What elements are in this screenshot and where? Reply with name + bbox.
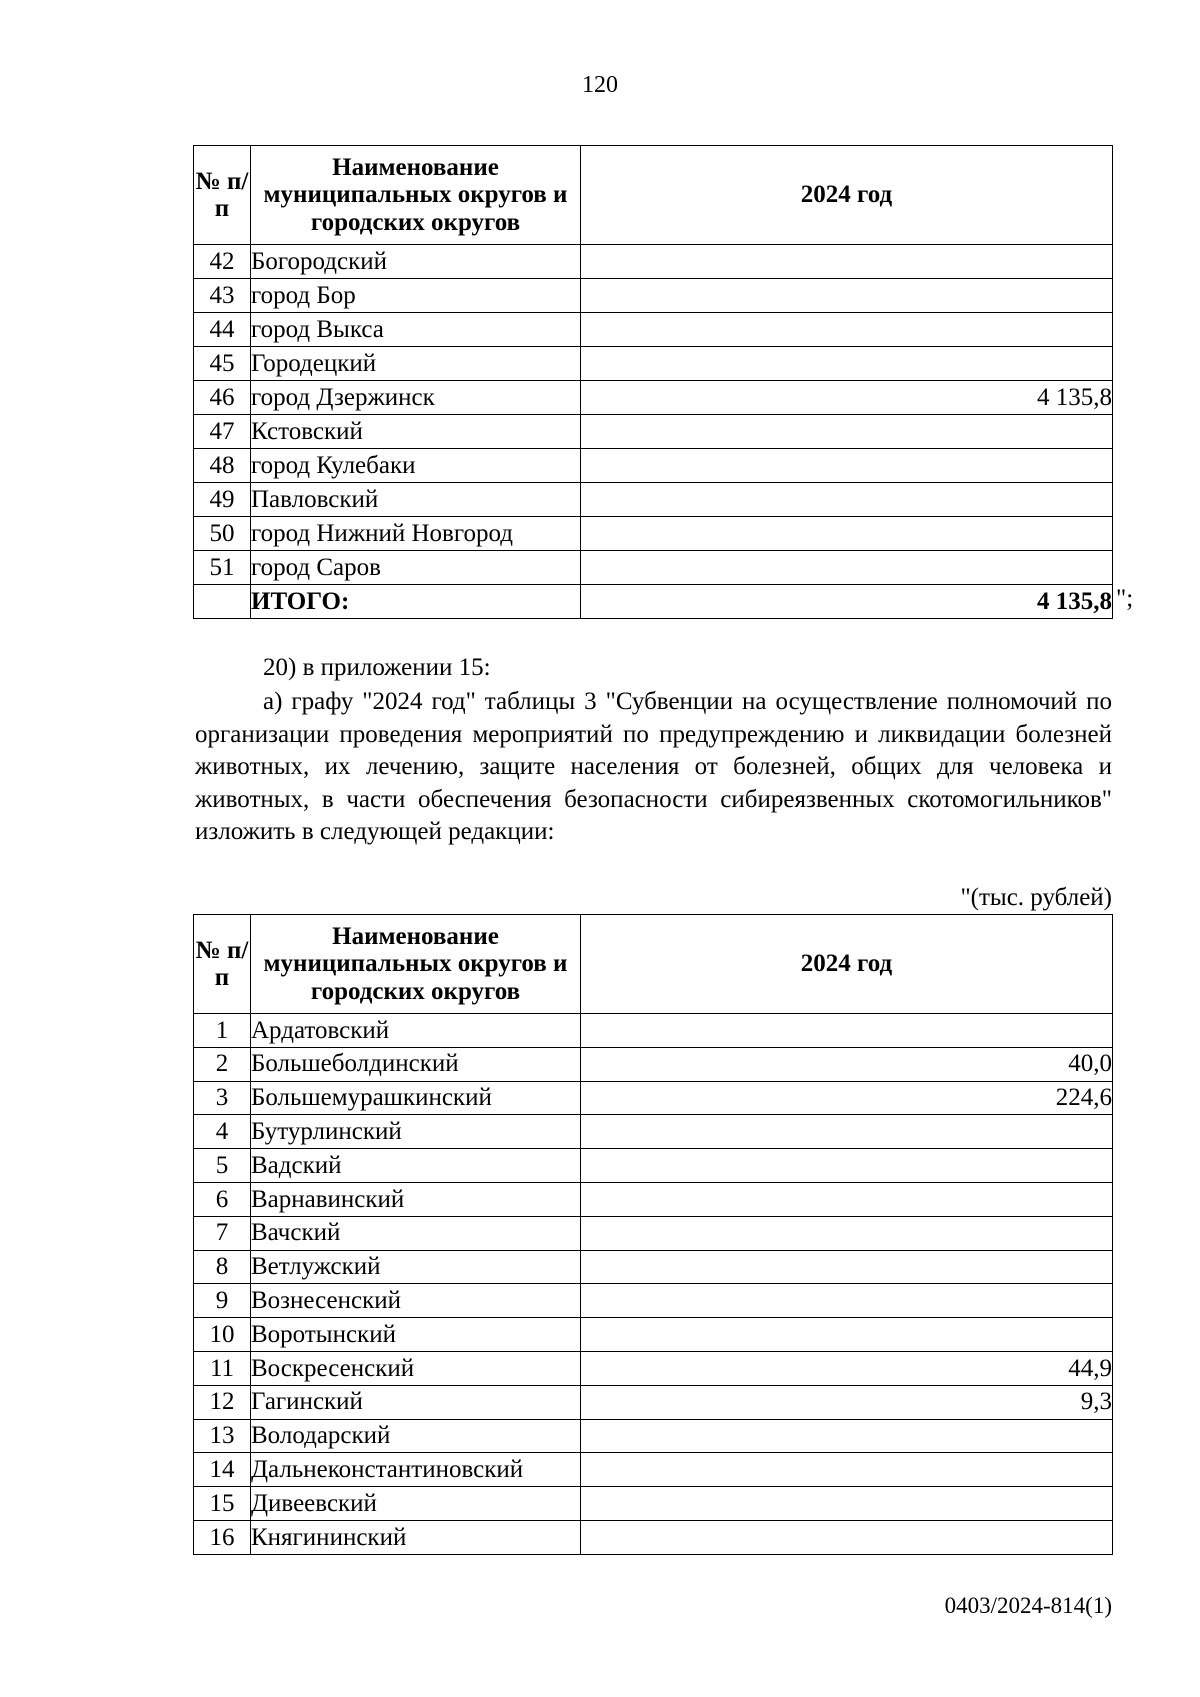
row-number: 50	[194, 517, 251, 551]
row-district-name: Вачский	[251, 1216, 581, 1250]
row-value	[581, 279, 1113, 313]
table-row	[194, 279, 1113, 313]
row-value	[581, 1453, 1113, 1487]
row-number: 7	[194, 1216, 251, 1250]
row-district-name: Воротынский	[251, 1318, 581, 1352]
table-row	[194, 415, 1113, 449]
row-number: 47	[194, 415, 251, 449]
table-row	[194, 1487, 1113, 1521]
row-number: 51	[194, 551, 251, 585]
table-header-row	[194, 146, 1113, 245]
table-row	[194, 347, 1113, 381]
header-number: № п/п	[194, 146, 251, 245]
table-row	[194, 1318, 1113, 1352]
row-district-name: Дивеевский	[251, 1487, 581, 1521]
table-body	[194, 245, 1113, 619]
row-district-name: Бутурлинский	[251, 1115, 581, 1149]
row-value	[581, 1250, 1113, 1284]
row-value	[581, 1520, 1113, 1554]
row-value	[581, 1115, 1113, 1149]
row-value	[581, 1149, 1113, 1183]
row-value	[581, 551, 1113, 585]
total-label: ИТОГО:	[251, 585, 581, 619]
row-value	[581, 415, 1113, 449]
table-row	[194, 1419, 1113, 1453]
table-row	[194, 313, 1113, 347]
row-number: 5	[194, 1149, 251, 1183]
row-number: 46	[194, 381, 251, 415]
page-number: 120	[582, 72, 618, 98]
row-value	[581, 1216, 1113, 1250]
districts-table-2	[193, 914, 1113, 1555]
table-row	[194, 517, 1113, 551]
table-header-row	[194, 915, 1113, 1014]
table-row	[194, 1014, 1113, 1048]
row-value	[581, 245, 1113, 279]
row-district-name: Варнавинский	[251, 1182, 581, 1216]
row-district-name: Городецкий	[251, 347, 581, 381]
row-number: 9	[194, 1284, 251, 1318]
row-number: 48	[194, 449, 251, 483]
table-body	[194, 1014, 1113, 1555]
table-row	[194, 1182, 1113, 1216]
row-value	[581, 1182, 1113, 1216]
row-value: 4 135,8	[581, 381, 1113, 415]
table-row	[194, 1047, 1113, 1081]
row-district-name: Княгининский	[251, 1520, 581, 1554]
row-district-name: город Бор	[251, 279, 581, 313]
total-row	[194, 585, 1113, 619]
row-district-name: Володарский	[251, 1419, 581, 1453]
row-value	[581, 1318, 1113, 1352]
row-district-name: город Саров	[251, 551, 581, 585]
table-row	[194, 381, 1113, 415]
row-district-name: Богородский	[251, 245, 581, 279]
row-value	[581, 1419, 1113, 1453]
table-row	[194, 1385, 1113, 1419]
table-row	[194, 1351, 1113, 1385]
row-number: 16	[194, 1520, 251, 1554]
row-number: 42	[194, 245, 251, 279]
row-number: 15	[194, 1487, 251, 1521]
row-number: 1	[194, 1014, 251, 1048]
row-number: 14	[194, 1453, 251, 1487]
row-district-name: Дальнеконстантиновский	[251, 1453, 581, 1487]
row-number: 45	[194, 347, 251, 381]
row-number: 4	[194, 1115, 251, 1149]
header-name: Наименование муниципальных округов и городских округов	[251, 146, 581, 245]
row-number: 3	[194, 1081, 251, 1115]
header-year: 2024 год	[581, 915, 1113, 1014]
table-row	[194, 483, 1113, 517]
paragraph-item-a-text: а) графу "2024 год" таблицы 3 "Субвенции на осуществление полномочий по организации проведения мероприятий по предупреждению и ликвидации болезней животных, их лечению, защите населения от болезней, общих для человека и животных, в части обеспечения безопасности сибиреязвенных скотомогильников" изложить в следующей редакции:	[195, 688, 1112, 845]
row-district-name: город Кулебаки	[251, 449, 581, 483]
table-row	[194, 1520, 1113, 1554]
row-district-name: Воскресенский	[251, 1351, 581, 1385]
row-district-name: Гагинский	[251, 1385, 581, 1419]
table-row	[194, 1115, 1113, 1149]
row-district-name: город Дзержинск	[251, 381, 581, 415]
table-row	[194, 1453, 1113, 1487]
closing-quote-mark: ";	[1116, 585, 1134, 612]
row-district-name: Ветлужский	[251, 1250, 581, 1284]
table-row	[194, 1250, 1113, 1284]
table-row	[194, 1081, 1113, 1115]
row-district-name: Вознесенский	[251, 1284, 581, 1318]
unit-label: "(тыс. рублей)	[960, 884, 1112, 911]
table-row	[194, 1149, 1113, 1183]
header-number: № п/п	[194, 915, 251, 1014]
header-name: Наименование муниципальных округов и городских округов	[251, 915, 581, 1014]
row-number: 8	[194, 1250, 251, 1284]
document-code: 0403/2024-814(1)	[944, 1593, 1112, 1618]
row-district-name: Павловский	[251, 483, 581, 517]
row-value	[581, 449, 1113, 483]
row-value: 40,0	[581, 1047, 1113, 1081]
row-district-name: Ардатовский	[251, 1014, 581, 1048]
row-number: 13	[194, 1419, 251, 1453]
row-value	[581, 313, 1113, 347]
row-district-name: Кстовский	[251, 415, 581, 449]
row-number: 11	[194, 1351, 251, 1385]
row-value: 9,3	[581, 1385, 1113, 1419]
districts-table-1	[193, 145, 1113, 619]
row-value	[581, 1487, 1113, 1521]
total-empty-cell	[194, 585, 251, 619]
total-value: 4 135,8	[581, 585, 1113, 619]
row-district-name: Большемурашкинский	[251, 1081, 581, 1115]
paragraph-item-20: 20) в приложении 15:	[263, 654, 491, 681]
table-row	[194, 551, 1113, 585]
row-number: 10	[194, 1318, 251, 1352]
row-district-name: город Выкса	[251, 313, 581, 347]
row-number: 43	[194, 279, 251, 313]
row-district-name: Большеболдинский	[251, 1047, 581, 1081]
row-value	[581, 347, 1113, 381]
row-value	[581, 1014, 1113, 1048]
row-number: 6	[194, 1182, 251, 1216]
row-district-name: Вадский	[251, 1149, 581, 1183]
paragraph-item-a	[195, 686, 1112, 849]
table-row	[194, 1284, 1113, 1318]
row-number: 49	[194, 483, 251, 517]
table-row	[194, 449, 1113, 483]
row-value: 224,6	[581, 1081, 1113, 1115]
row-district-name: город Нижний Новгород	[251, 517, 581, 551]
row-number: 44	[194, 313, 251, 347]
row-value	[581, 1284, 1113, 1318]
table-row	[194, 245, 1113, 279]
row-number: 2	[194, 1047, 251, 1081]
row-number: 12	[194, 1385, 251, 1419]
row-value: 44,9	[581, 1351, 1113, 1385]
table-row	[194, 1216, 1113, 1250]
row-value	[581, 483, 1113, 517]
row-value	[581, 517, 1113, 551]
header-year: 2024 год	[581, 146, 1113, 245]
